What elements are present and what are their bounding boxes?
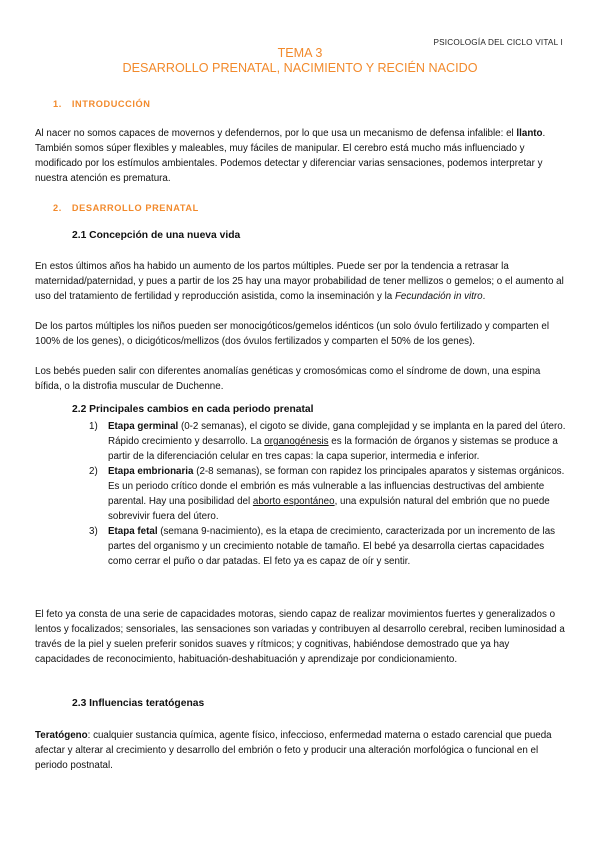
list-number: 2) [89, 466, 98, 477]
text-run: En estos últimos años ha habido un aumento de los partos múltiples. Puede ser por la tendencia a retrasar la maternidad/paternidad, y pues a partir de los 25 hay una mayor probabilidad de tener mellizos o gemelos; o el aumento al uso del tratamiento de fertilidad y reproducción asistida, como la inseminación y la [35, 261, 564, 302]
section-title: DESARROLLO PRENATAL [71, 203, 199, 213]
section-heading-introduccion [53, 99, 151, 109]
prenatal-stages-list [89, 419, 567, 569]
text-run: (0-2 semanas), el cigoto se divide, gana complejidad y se implanta en la pared del útero. Rápido crecimiento y desarrollo. La [108, 421, 566, 447]
text-run: , una expulsión natural del embrión que no puede sobrevivir fuera del útero. [108, 496, 550, 522]
bold-term: Teratógeno [35, 730, 88, 741]
italic-term: Fecundación in vitro [394, 291, 483, 302]
list-number: 1) [89, 421, 98, 432]
text-run: : cualquier sustancia química, agente físico, infeccioso, enfermedad materna o estado carencial que pueda afectar y alterar al crecimiento y desarrollo del embrión o feto y producir una alteración morfológica o funcional en el periodo postnatal. [35, 730, 552, 771]
course-header: PSICOLOGÍA DEL CICLO VITAL I [433, 38, 563, 47]
text-run: (semana 9-nacimiento), es la etapa de crecimiento, caracterizada por un incremento de las partes del organismo y un crecimiento notable de tamaño. El bebé ya desarrolla ciertas capacidades como cerrar el puño o dar patadas. El feto ya es capaz de oír y sentir. [108, 526, 556, 567]
section-number: 2. [53, 203, 62, 213]
paragraph-capacidades-feto: El feto ya consta de una serie de capacidades motoras, siendo capaz de realizar movimientos fuertes y generalizados o lentos y focalizados; sensoriales, las sensaciones son variadas y contribuyen al desarrollo cerebral, reciben luminosidad a través de la piel y suelen preferir sonidos suaves y rítmicos; y cognitivas, habiéndose demostrado que ya hay capacidades de reconocimiento, habituación-deshabituación y aprendizaje por condicionamiento. [35, 609, 565, 665]
list-item [89, 464, 567, 524]
section-title: INTRODUCCIÓN [71, 99, 151, 109]
list-number: 3) [89, 526, 98, 537]
subsection-heading-2-3: 2.3 Influencias teratógenas [72, 698, 205, 709]
section-number: 1. [53, 99, 62, 109]
text-run: (2-8 semanas), se forman con rapidez los principales aparatos y sistemas orgánicos. Es un periodo crítico donde el embrión es más vulnerable a las influencias destructivas del ambiente parental. Hay una posibilidad del [108, 466, 565, 507]
list-item [89, 419, 567, 464]
bold-term: llanto [516, 128, 543, 139]
text-run: . [482, 291, 486, 302]
paragraph-gemelos: De los partos múltiples los niños pueden ser monocigóticos/gemelos idénticos (un solo óvulo fertilizado y comparten el 100% de los genes), o dicigóticos/mellizos (dos óvulos fertilizados y comparten el 50% de los genes). [35, 321, 550, 347]
document-title [0, 46, 600, 76]
subsection-heading-2-2: 2.2 Principales cambios en cada periodo prenatal [72, 404, 314, 415]
stage-term: Etapa embrionaria [108, 466, 194, 477]
text-run: . También somos súper flexibles y maleables, muy fáciles de manipular. El cerebro está mucho más influenciado y modificado por los estímulos ambientales. Podemos detectar y diferenciar varias sensaciones, podemos interpretar y nuestra atención es prematura. [35, 128, 546, 184]
paragraph-anomalias: Los bebés pueden salir con diferentes anomalías genéticas y cromosómicas como el síndrome de down, una espina bífida, o la distrofia muscular de Duchenne. [35, 366, 541, 392]
topic-number: TEMA 3 [277, 46, 323, 60]
section-heading-desarrollo-prenatal [53, 203, 199, 213]
text-run: Al nacer no somos capaces de movernos y defendernos, por lo que usa un mecanismo de defensa infalible: el [35, 128, 517, 139]
intro-paragraph [35, 126, 567, 186]
paragraph-partos-multiples [35, 259, 567, 304]
underlined-term: aborto espontáneo [252, 496, 335, 507]
list-item [89, 524, 567, 569]
stage-term: Etapa germinal [108, 421, 179, 432]
underlined-term: organogénesis [264, 436, 329, 447]
stage-term: Etapa fetal [108, 526, 158, 537]
paragraph-teratogeno [35, 728, 567, 773]
text-run: es la formación de órganos y sistemas se produce a partir de la diferenciación celular en tres capas: la capa superior, intermedia e inferior. [108, 436, 558, 462]
subsection-heading-2-1: 2.1 Concepción de una nueva vida [72, 230, 241, 241]
topic-title: DESARROLLO PRENATAL, NACIMIENTO Y RECIÉN NACIDO [122, 61, 478, 75]
